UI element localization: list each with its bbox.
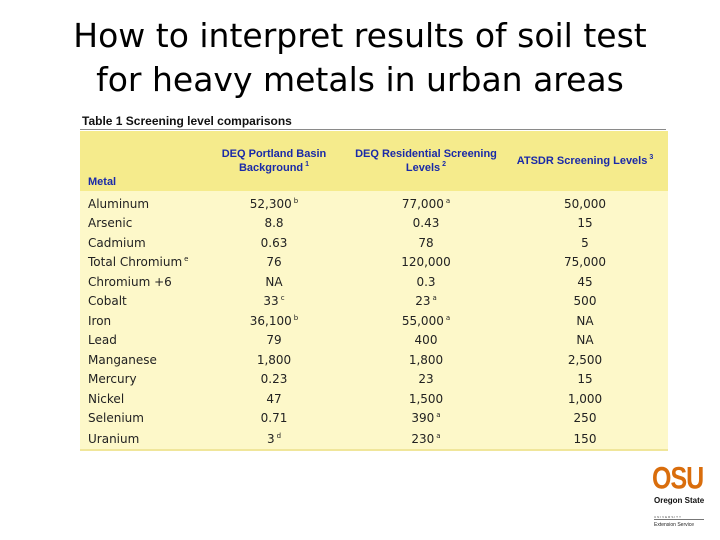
cell-metal	[80, 311, 198, 331]
cell-deq-residential-value: 390	[411, 411, 435, 426]
cell-deq-portland-basin-footnote: d	[276, 431, 282, 440]
osu-logo	[650, 462, 708, 530]
cell-atsdr	[502, 409, 668, 429]
cell-deq-residential	[350, 194, 502, 214]
cell-deq-residential-value: 1,500	[408, 391, 444, 406]
screening-level-table	[80, 131, 668, 451]
cell-metal-value: Mercury	[88, 372, 137, 387]
cell-deq-residential	[350, 311, 502, 331]
header-metal-label: Metal	[88, 176, 117, 188]
cell-deq-portland-basin	[198, 331, 350, 351]
cell-atsdr	[502, 253, 668, 273]
cell-metal	[80, 253, 198, 273]
header-deq-portland-basin-label: DEQ Portland Basin Background	[221, 148, 327, 174]
cell-deq-residential	[350, 233, 502, 253]
header-atsdr-sup: 3	[649, 154, 654, 161]
cell-deq-portland-basin-footnote: b	[293, 313, 299, 322]
cell-deq-portland-basin	[198, 311, 350, 331]
cell-atsdr	[502, 292, 668, 312]
cell-deq-portland-basin-value: 8.8	[264, 216, 284, 231]
cell-metal	[80, 350, 198, 370]
cell-deq-residential	[350, 350, 502, 370]
cell-deq-portland-basin	[198, 370, 350, 390]
cell-deq-portland-basin	[198, 272, 350, 292]
table-row	[80, 253, 668, 273]
cell-deq-residential	[350, 253, 502, 273]
cell-deq-residential-value: 23	[415, 294, 431, 309]
cell-deq-residential-value: 400	[414, 333, 438, 348]
header-deq-residential	[350, 131, 502, 191]
osu-logo-extension: Extension Service	[654, 522, 695, 528]
cell-deq-portland-basin	[198, 214, 350, 234]
cell-deq-portland-basin-value: NA	[265, 274, 283, 289]
header-atsdr-label: ATSDR Screening Levels	[516, 155, 648, 167]
cell-metal-value: Iron	[88, 313, 112, 328]
cell-deq-residential-value: 78	[418, 235, 434, 250]
cell-deq-residential-footnote: a	[436, 411, 441, 420]
cell-metal-value: Nickel	[88, 391, 125, 406]
cell-deq-residential-footnote: a	[445, 313, 451, 322]
cell-atsdr	[502, 389, 668, 409]
table-row	[80, 292, 668, 312]
table-row	[80, 233, 668, 253]
cell-atsdr	[502, 194, 668, 214]
cell-deq-portland-basin	[198, 389, 350, 409]
cell-deq-portland-basin	[198, 350, 350, 370]
table-row	[80, 370, 668, 390]
table-header-row	[80, 131, 668, 191]
header-deq-residential-label: DEQ Residential Screening Levels	[355, 148, 497, 174]
cell-atsdr-value: 50,000	[564, 196, 606, 211]
cell-metal-footnote: e	[184, 255, 189, 264]
header-atsdr	[502, 131, 668, 191]
cell-metal-value: Cadmium	[88, 235, 146, 250]
cell-atsdr-value: 250	[573, 411, 597, 426]
cell-metal-value: Selenium	[88, 411, 144, 426]
cell-deq-portland-basin	[198, 428, 350, 450]
cell-atsdr-value: 15	[577, 372, 593, 387]
cell-deq-residential	[350, 409, 502, 429]
osu-logo-letters: OSU	[652, 460, 704, 496]
slide-title-line-1: How to interpret results of soil test	[73, 16, 647, 55]
header-deq-residential-sup: 2	[442, 161, 447, 168]
cell-metal	[80, 194, 198, 214]
header-deq-portland-basin	[198, 131, 350, 191]
cell-metal	[80, 389, 198, 409]
cell-deq-portland-basin-value: 3	[266, 431, 275, 446]
cell-deq-portland-basin-value: 0.71	[260, 411, 288, 426]
cell-deq-portland-basin-footnote: c	[280, 294, 285, 303]
cell-deq-portland-basin	[198, 409, 350, 429]
cell-deq-portland-basin-value: 1,800	[256, 352, 292, 367]
cell-deq-residential	[350, 292, 502, 312]
cell-metal-value: Aluminum	[88, 196, 150, 211]
cell-deq-residential-value: 1,800	[408, 352, 444, 367]
cell-atsdr	[502, 428, 668, 450]
cell-deq-portland-basin	[198, 194, 350, 214]
cell-atsdr	[502, 233, 668, 253]
cell-deq-portland-basin-footnote: b	[293, 196, 299, 205]
table-row	[80, 272, 668, 292]
cell-deq-residential-value: 55,000	[401, 313, 444, 328]
cell-atsdr	[502, 311, 668, 331]
cell-deq-portland-basin-value: 0.23	[260, 372, 288, 387]
cell-atsdr-value: 75,000	[564, 255, 606, 270]
cell-deq-residential-value: 120,000	[401, 255, 451, 270]
cell-atsdr	[502, 331, 668, 351]
cell-metal	[80, 233, 198, 253]
osu-logo-divider	[654, 519, 704, 520]
table-row	[80, 389, 668, 409]
osu-logo-name-line-1: Oregon State	[654, 496, 705, 505]
cell-deq-portland-basin-value: 52,300	[249, 196, 292, 211]
caption-divider	[80, 129, 666, 130]
osu-logo-name	[654, 496, 708, 505]
cell-deq-portland-basin-value: 47	[266, 391, 282, 406]
table-row	[80, 331, 668, 351]
cell-deq-residential-value: 77,000	[401, 196, 444, 211]
cell-deq-portland-basin-value: 33	[263, 294, 279, 309]
cell-atsdr-value: 1,000	[567, 391, 603, 406]
cell-deq-portland-basin-value: 79	[266, 333, 282, 348]
cell-deq-portland-basin	[198, 253, 350, 273]
cell-metal	[80, 428, 198, 450]
cell-atsdr-value: NA	[576, 313, 594, 328]
cell-metal-value: Total Chromium	[88, 255, 183, 270]
slide-title-line-2: for heavy metals in urban areas	[96, 60, 624, 99]
cell-metal	[80, 272, 198, 292]
cell-atsdr-value: 45	[577, 274, 593, 289]
cell-deq-residential-footnote: a	[445, 196, 451, 205]
cell-metal	[80, 214, 198, 234]
cell-deq-residential	[350, 428, 502, 450]
cell-deq-portland-basin-value: 0.63	[260, 235, 288, 250]
cell-deq-residential-value: 0.43	[412, 216, 440, 231]
table-row	[80, 350, 668, 370]
table-row	[80, 428, 668, 450]
cell-metal	[80, 370, 198, 390]
cell-atsdr-value: 2,500	[567, 352, 603, 367]
cell-deq-portland-basin	[198, 233, 350, 253]
table-row	[80, 214, 668, 234]
cell-atsdr-value: 500	[573, 294, 597, 309]
table-row	[80, 194, 668, 214]
cell-metal-value: Manganese	[88, 352, 157, 367]
cell-metal-value: Chromium +6	[88, 274, 172, 289]
cell-deq-portland-basin-value: 76	[266, 255, 282, 270]
cell-deq-residential	[350, 389, 502, 409]
table-row	[80, 409, 668, 429]
cell-atsdr-value: 15	[577, 216, 593, 231]
slide-title	[0, 14, 720, 102]
cell-deq-residential	[350, 370, 502, 390]
cell-deq-residential	[350, 272, 502, 292]
cell-atsdr	[502, 272, 668, 292]
cell-deq-residential	[350, 214, 502, 234]
cell-deq-residential-footnote: a	[432, 294, 437, 303]
cell-deq-residential-value: 0.3	[416, 274, 436, 289]
cell-atsdr	[502, 350, 668, 370]
cell-deq-residential-footnote: a	[436, 431, 441, 440]
table-row	[80, 311, 668, 331]
cell-atsdr-value: 5	[581, 235, 589, 250]
cell-deq-portland-basin	[198, 292, 350, 312]
cell-metal	[80, 409, 198, 429]
header-deq-portland-basin-sup: 1	[305, 161, 310, 168]
cell-deq-portland-basin-value: 36,100	[249, 313, 292, 328]
cell-metal-value: Arsenic	[88, 216, 133, 231]
cell-deq-residential-value: 230	[411, 431, 435, 446]
cell-atsdr-value: 150	[573, 431, 597, 446]
cell-deq-residential-value: 23	[418, 372, 434, 387]
cell-atsdr	[502, 370, 668, 390]
cell-metal-value: Cobalt	[88, 294, 127, 309]
osu-logo-university: UNIVERSITY	[654, 515, 683, 519]
header-metal	[80, 131, 198, 191]
cell-metal	[80, 292, 198, 312]
cell-atsdr	[502, 214, 668, 234]
cell-atsdr-value: NA	[576, 333, 594, 348]
table-caption: Table 1 Screening level comparisons	[82, 114, 292, 128]
cell-metal	[80, 331, 198, 351]
cell-metal-value: Lead	[88, 333, 117, 348]
table-body	[80, 191, 668, 450]
cell-metal-value: Uranium	[88, 431, 140, 446]
cell-deq-residential	[350, 331, 502, 351]
